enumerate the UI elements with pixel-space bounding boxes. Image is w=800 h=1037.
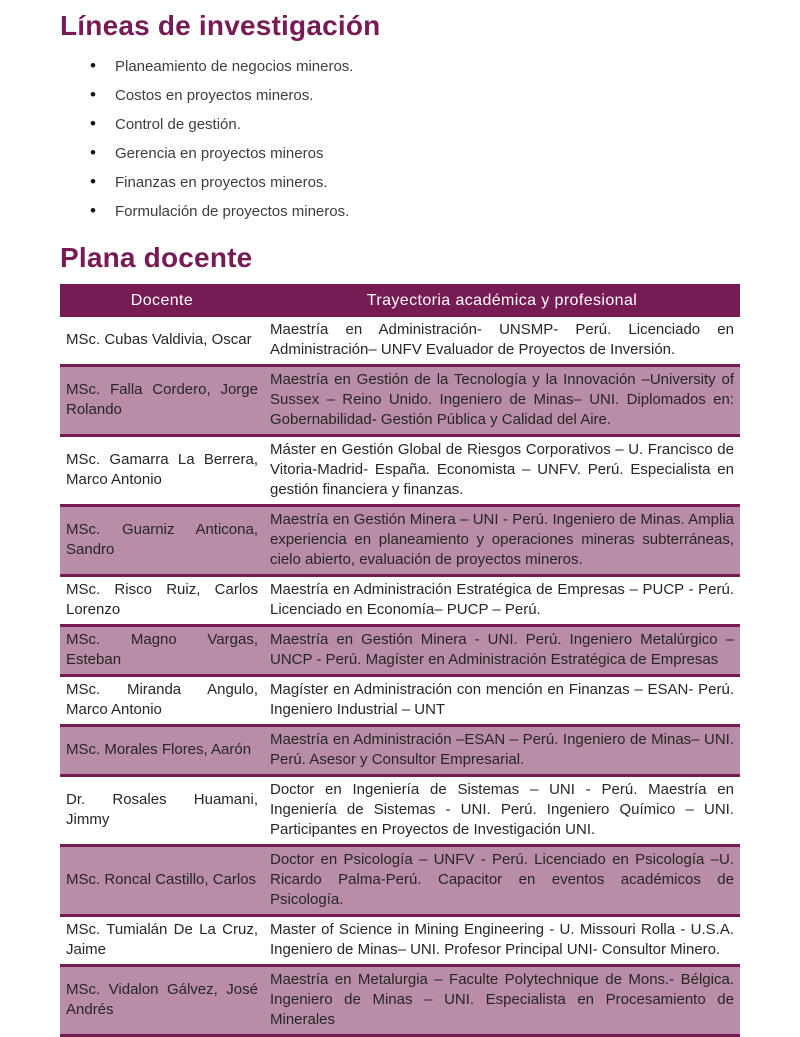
- table-row: [60, 846, 740, 916]
- research-list-item: • Formulación de proyectos mineros.: [60, 201, 740, 222]
- table-row: [60, 676, 740, 726]
- faculty-table: [60, 284, 740, 1037]
- research-list: [60, 56, 740, 222]
- docente-cell: MSc. Risco Ruiz, Carlos Lorenzo: [66, 581, 258, 618]
- table-header-row: [60, 284, 740, 317]
- docente-cell: MSc. Roncal Castillo, Carlos: [66, 871, 257, 888]
- table-row: [60, 576, 740, 626]
- table-row: [60, 966, 740, 1036]
- trayectoria-cell: Maestría en Metalurgia – Faculte Polytechnique de Mons.- Bélgica. Ingeniero de Minas – UNI. Especialista en Procesamiento de Minerales: [270, 971, 734, 1028]
- trayectoria-cell: Maestría en Administración –ESAN – Perú. Ingeniero de Minas– UNI. Perú. Asesor y Consultor Empresarial.: [270, 731, 734, 768]
- table-row: [60, 436, 740, 506]
- table-row: [60, 506, 740, 576]
- trayectoria-cell: Maestría en Gestión Minera – UNI - Perú. Ingeniero de Minas. Amplia experiencia en planeamiento y operaciones mineras subterráneas, cielo abierto, evaluación de proyectos mineros.: [270, 511, 734, 568]
- table-row: [60, 776, 740, 846]
- docente-cell: Dr. Rosales Huamani, Jimmy: [66, 791, 258, 828]
- research-list-item: • Gerencia en proyectos mineros: [60, 143, 740, 164]
- trayectoria-cell: Maestría en Gestión Minera - UNI. Perú. Ingeniero Metalúrgico – UNCP - Perú. Magíster en Administración Estratégica de Empresas: [270, 631, 734, 668]
- docente-cell: MSc. Gamarra La Berrera, Marco Antonio: [66, 451, 258, 488]
- trayectoria-cell: Máster en Gestión Global de Riesgos Corporativos – U. Francisco de Vitoria-Madrid- España. Economista – UNFV. Perú. Especialista en gestión financiera y finanzas.: [270, 441, 734, 498]
- trayectoria-cell: Doctor en Ingeniería de Sistemas – UNI - Perú. Maestría en Ingeniería de Sistemas - UNI. Perú. Ingeniero Químico – UNI. Participantes en Proyectos de Investigación UNI.: [270, 781, 734, 838]
- research-list-item: • Finanzas en proyectos mineros.: [60, 172, 740, 193]
- table-row: [60, 626, 740, 676]
- trayectoria-cell: Magíster en Administración con mención en Finanzas – ESAN- Perú. Ingeniero Industrial – UNT: [270, 681, 734, 718]
- research-section-title: Líneas de investigación: [60, 10, 381, 41]
- trayectoria-cell: Maestría en Administración- UNSMP- Perú. Licenciado en Administración– UNFV Evaluador de Proyectos de Inversión.: [270, 321, 734, 358]
- docente-cell: MSc. Magno Vargas, Esteban: [66, 631, 258, 668]
- docente-cell: MSc. Morales Flores, Aarón: [66, 741, 252, 758]
- faculty-section-title: Plana docente: [60, 242, 253, 273]
- docente-cell: MSc. Tumialán De La Cruz, Jaime: [66, 921, 258, 958]
- docente-cell: MSc. Miranda Angulo, Marco Antonio: [66, 681, 258, 718]
- header-trayectoria: Trayectoria académica y profesional: [264, 284, 740, 317]
- table-row: [60, 317, 740, 366]
- table-row: [60, 916, 740, 966]
- trayectoria-cell: Maestría en Gestión de la Tecnología y la Innovación –University of Sussex – Reino Unido. Ingeniero de Minas– UNI. Diplomados en: Gobernabilidad- Gestión Pública y Calidad del Aire.: [270, 371, 734, 428]
- trayectoria-cell: Maestría en Administración Estratégica de Empresas – PUCP - Perú. Licenciado en Economía– PUCP – Perú.: [270, 581, 734, 618]
- table-row: [60, 726, 740, 776]
- docente-cell: MSc. Falla Cordero, Jorge Rolando: [66, 381, 258, 418]
- docente-cell: MSc. Cubas Valdivia, Oscar: [66, 331, 252, 348]
- research-list-item: • Costos en proyectos mineros.: [60, 85, 740, 106]
- docente-cell: MSc. Vidalon Gálvez, José Andrés: [66, 981, 258, 1018]
- research-list-item: • Planeamiento de negocios mineros.: [60, 56, 740, 77]
- table-row: [60, 366, 740, 436]
- research-list-item: • Control de gestión.: [60, 114, 740, 135]
- header-docente: Docente: [60, 284, 264, 317]
- trayectoria-cell: Master of Science in Mining Engineering - U. Missouri Rolla - U.S.A. Ingeniero de Minas– UNI. Profesor Principal UNI- Consultor Minero.: [270, 921, 734, 958]
- trayectoria-cell: Doctor en Psicología – UNFV - Perú. Licenciado en Psicología –U. Ricardo Palma-Perú. Capacitor en eventos académicos de Psicología.: [270, 851, 734, 908]
- docente-cell: MSc. Guarniz Anticona, Sandro: [66, 521, 258, 558]
